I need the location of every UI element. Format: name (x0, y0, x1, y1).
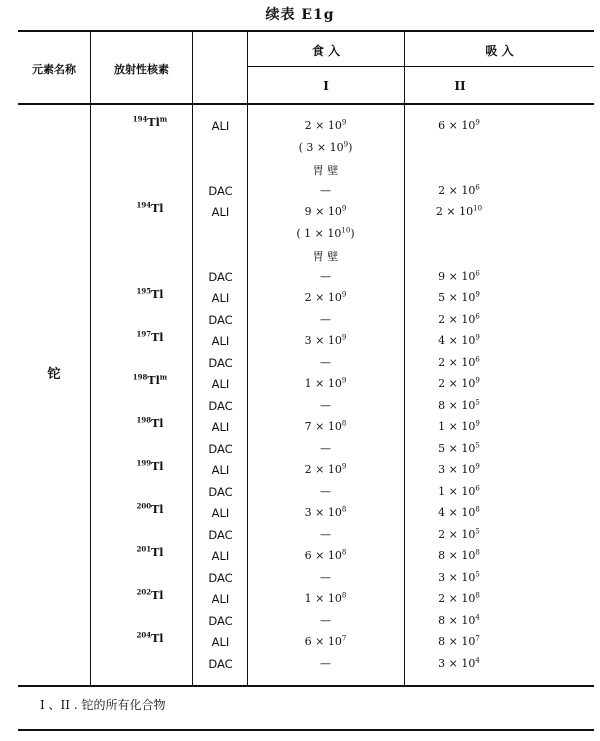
inhalation-value: $8 \times 10^7$ (438, 634, 480, 648)
parameter-cell: DAC (208, 398, 233, 413)
footnote: I 、II . 铊的所有化合物 (40, 698, 166, 712)
parameter-cell: ALI (211, 205, 230, 219)
inhalation-value: $2 \times 10^{10}$ (435, 204, 483, 218)
ingestion-value: $6 \times 10^8$ (304, 548, 347, 562)
ingestion-value: $1 \times 10^9$ (304, 376, 347, 390)
ingestion-value: $3 \times 10^8$ (304, 505, 347, 519)
header-class-ingestion: I (323, 79, 329, 93)
ingestion-value: $3 \times 10^9$ (304, 333, 347, 347)
ingestion-value: ( $3 \times 10^9$) (298, 139, 353, 154)
inhalation-value: $8 \times 10^5$ (438, 397, 480, 412)
ingestion-value: $2 \times 10^9$ (304, 462, 347, 476)
ingestion-value: — (320, 355, 331, 369)
ingestion-value: 胃 壁 (312, 250, 339, 263)
nuclide-cell: $^{200}$Tl (136, 501, 164, 516)
nuclide-cell: $^{198}$Tl (136, 415, 164, 430)
inhalation-value: $5 \times 10^9$ (438, 290, 480, 304)
header-element-name: 元素名称 (32, 63, 76, 76)
inhalation-value: $3 \times 10^4$ (438, 655, 480, 670)
parameter-cell: DAC (208, 613, 233, 628)
header-class-inhalation: II (454, 79, 466, 93)
parameter-cell: ALI (211, 291, 230, 305)
ingestion-value: — (320, 527, 331, 541)
ingestion-value: $9 \times 10^9$ (304, 204, 347, 218)
inhalation-value: $3 \times 10^5$ (438, 569, 480, 584)
inhalation-value: $2 \times 10^6$ (438, 182, 480, 197)
ingestion-value: — (320, 398, 331, 412)
nuclide-cell: $^{197}$Tl (136, 329, 164, 344)
inhalation-value: $2 \times 10^5$ (438, 526, 480, 541)
ingestion-value: $2 \times 10^9$ (304, 290, 347, 304)
ingestion-value: $2 \times 10^9$ (304, 118, 347, 132)
ingestion-value: 胃 壁 (312, 164, 339, 177)
ingestion-value: — (320, 269, 331, 283)
inhalation-value: $8 \times 10^8$ (438, 548, 480, 562)
ingestion-value: — (320, 484, 331, 498)
parameter-cell: ALI (211, 549, 230, 563)
inhalation-value: $4 \times 10^9$ (438, 333, 480, 347)
parameter-cell: ALI (211, 463, 230, 477)
nuclide-cell: $^{202}$Tl (136, 587, 164, 602)
header-ingestion: 食 入 (311, 44, 341, 58)
nuclide-cell: $^{194}$Tl$^m$ (132, 114, 168, 129)
parameter-cell: ALI (211, 119, 230, 133)
parameter-cell: ALI (211, 377, 230, 391)
nuclide-cell: $^{198}$Tl$^m$ (132, 372, 168, 387)
parameter-cell: DAC (208, 656, 233, 671)
table-caption: 续表 E1g (265, 7, 335, 23)
header-inhalation: 吸 入 (485, 44, 514, 58)
top-rule (18, 30, 594, 32)
inhalation-value: $2 \times 10^6$ (438, 354, 480, 369)
inhalation-value: $4 \times 10^8$ (438, 505, 480, 519)
parameter-cell: ALI (211, 635, 230, 649)
inhalation-value: $2 \times 10^8$ (438, 591, 480, 605)
ingestion-value: — (320, 312, 331, 326)
element-name: 铊 (47, 367, 61, 382)
parameter-cell: ALI (211, 592, 230, 606)
parameter-cell: DAC (208, 183, 233, 198)
nuclide-cell: $^{201}$Tl (136, 544, 164, 559)
parameter-cell: ALI (211, 420, 230, 434)
inhalation-value: $3 \times 10^9$ (438, 462, 480, 476)
header-bottom-rule (18, 103, 594, 105)
parameter-cell: ALI (211, 334, 230, 348)
body-bottom-rule (18, 685, 594, 687)
ingestion-value: — (320, 570, 331, 584)
inhalation-value: $1 \times 10^9$ (438, 419, 480, 433)
inhalation-value: $2 \times 10^6$ (438, 311, 480, 326)
ingestion-value: — (320, 613, 331, 627)
nuclide-cell: $^{195}$Tl (136, 286, 164, 301)
ingestion-value: $7 \times 10^8$ (304, 419, 347, 433)
nuclide-cell: $^{199}$Tl (136, 458, 164, 473)
nuclide-cell: $^{194}$Tl (136, 200, 164, 215)
parameter-cell: ALI (211, 506, 230, 520)
ingestion-value: $6 \times 10^7$ (304, 634, 347, 648)
parameter-cell: DAC (208, 355, 233, 370)
ingestion-value: — (320, 441, 331, 455)
nuclide-cell: $^{204}$Tl (136, 630, 164, 645)
header-radionuclide: 放射性核素 (114, 63, 169, 76)
ingestion-value: — (320, 183, 331, 197)
ingestion-value: $1 \times 10^8$ (304, 591, 347, 605)
inhalation-value: $2 \times 10^9$ (438, 376, 480, 390)
parameter-cell: DAC (208, 312, 233, 327)
col-divider-1 (90, 30, 91, 686)
inhalation-value: $5 \times 10^5$ (438, 440, 480, 455)
parameter-cell: DAC (208, 269, 233, 284)
parameter-cell: DAC (208, 484, 233, 499)
inhalation-value: $6 \times 10^9$ (438, 118, 480, 132)
parameter-cell: DAC (208, 527, 233, 542)
inhalation-value: $9 \times 10^6$ (438, 268, 480, 283)
parameter-cell: DAC (208, 570, 233, 585)
inhalation-value: $1 \times 10^6$ (438, 483, 480, 498)
subheader-rule (248, 66, 594, 67)
parameter-cell: DAC (208, 441, 233, 456)
ingestion-value: — (320, 656, 331, 670)
inhalation-value: $8 \times 10^4$ (438, 612, 480, 627)
table-bottom-rule (18, 729, 594, 731)
ingestion-value: ( $1 \times 10^{10}$) (296, 225, 355, 240)
